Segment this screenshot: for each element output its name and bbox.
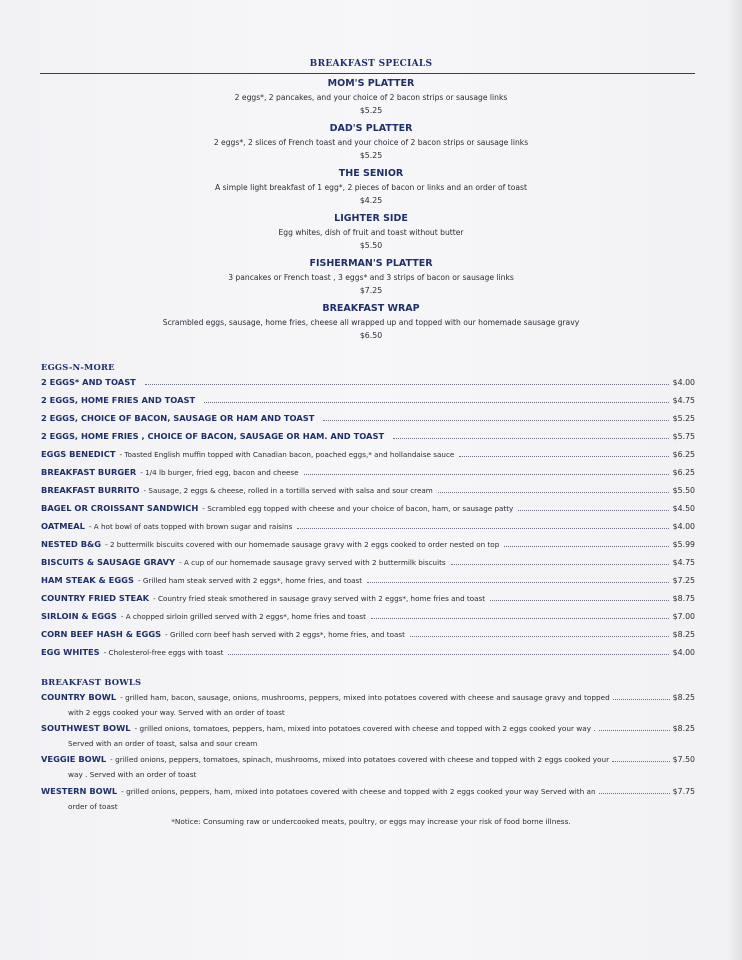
- item-name: 2 EGGS, CHOICE OF BACON, SAUSAGE OR HAM AND TOAST: [41, 413, 315, 423]
- bowl-desc: - grilled onions, peppers, tomatoes, spinach, mushrooms, mixed into potatoes covered with cheese and topped with 2 eggs cooked your: [110, 755, 610, 764]
- dot-leader: [367, 581, 669, 583]
- special-price: $7.25: [359, 286, 383, 295]
- special-name: THE SENIOR: [338, 168, 404, 179]
- menu-row: [41, 395, 695, 410]
- item-desc: - Toasted English muffin topped with Canadian bacon, poached eggs,* and hollandaise sauce: [119, 450, 455, 459]
- bowl-desc-cont: Served with an order of toast, salsa and sour cream: [68, 739, 258, 748]
- dot-leader: [304, 473, 669, 475]
- item-price: $4.50: [672, 504, 695, 513]
- bowl-desc-cont: way . Served with an order of toast: [68, 770, 197, 779]
- bowl-name: WESTERN BOWL: [41, 786, 118, 796]
- special-price: $5.25: [359, 106, 383, 115]
- special-item: [0, 212, 742, 252]
- special-price: $4.25: [359, 196, 383, 205]
- item-name: EGGS BENEDICT: [41, 449, 116, 459]
- special-item: [0, 167, 742, 207]
- item-desc: - 1/4 lb burger, fried egg, bacon and cheese: [140, 468, 299, 477]
- special-item: [0, 77, 742, 117]
- special-item: [0, 257, 742, 297]
- item-name: OATMEAL: [41, 521, 85, 531]
- special-desc: A simple light breakfast of 1 egg*, 2 pieces of bacon or links and an order of toast: [215, 183, 527, 192]
- item-price: $5.50: [672, 486, 695, 495]
- item-price: $8.75: [672, 594, 695, 603]
- menu-row: [41, 647, 695, 662]
- item-name: BAGEL OR CROISSANT SANDWICH: [41, 503, 199, 513]
- bowl-price: $7.75: [672, 787, 695, 796]
- item-desc: - A cup of our homemade sausage gravy served with 2 buttermilk biscuits: [179, 558, 446, 567]
- dot-leader: [451, 563, 669, 565]
- special-desc: 3 pancakes or French toast , 3 eggs* and 3 strips of bacon or sausage links: [228, 273, 514, 282]
- eggs-n-more-title: EGGS-N-MORE: [41, 362, 115, 372]
- item-name: EGG WHITES: [41, 647, 100, 657]
- item-price: $6.25: [672, 468, 695, 477]
- item-desc: - Cholesterol-free eggs with toast: [103, 648, 224, 657]
- menu-row: [41, 575, 695, 590]
- dot-leader: [490, 599, 669, 601]
- dot-leader: [204, 401, 669, 403]
- special-desc: Scrambled eggs, sausage, home fries, cheese all wrapped up and topped with our homemade sausage gravy: [162, 318, 580, 327]
- dot-leader: [599, 730, 670, 731]
- bowl-desc-cont: with 2 eggs cooked your way. Served with an order of toast: [68, 708, 285, 717]
- dot-leader: [371, 617, 669, 619]
- menu-row: [41, 449, 695, 464]
- special-price: $5.50: [359, 241, 383, 250]
- special-price: $6.50: [359, 331, 383, 340]
- item-price: $8.25: [672, 630, 695, 639]
- item-desc: - Grilled corn beef hash served with 2 eggs*, home fries, and toast: [165, 630, 405, 639]
- item-price: $4.00: [672, 522, 695, 531]
- bowl-item: [41, 754, 695, 781]
- special-item: [0, 122, 742, 162]
- bowl-price: $7.50: [672, 755, 695, 764]
- special-name: DAD'S PLATTER: [329, 123, 413, 134]
- bowl-price: $8.25: [672, 693, 695, 702]
- dot-leader: [297, 527, 668, 529]
- item-name: HAM STEAK & EGGS: [41, 575, 134, 585]
- special-desc: 2 eggs*, 2 pancakes, and your choice of 2 bacon strips or sausage links: [234, 93, 508, 102]
- breakfast-specials-title: BREAKFAST SPECIALS: [309, 59, 433, 69]
- menu-row: [41, 593, 695, 608]
- bowl-name: VEGGIE BOWL: [41, 754, 107, 764]
- bowl-desc: - grilled onions, peppers, ham, mixed into potatoes covered with cheese and topped with 2 eggs cooked your way Served with an: [121, 787, 596, 796]
- dot-leader: [518, 509, 668, 511]
- item-price: $4.75: [672, 396, 695, 405]
- item-desc: - A hot bowl of oats topped with brown sugar and raisins: [88, 522, 293, 531]
- special-name: FISHERMAN'S PLATTER: [309, 258, 433, 269]
- menu-row: [41, 611, 695, 626]
- item-name: 2 EGGS, HOME FRIES , CHOICE OF BACON, SAUSAGE OR HAM. AND TOAST: [41, 431, 385, 441]
- bowl-desc-cont: order of toast: [68, 802, 118, 811]
- menu-row: [41, 377, 695, 392]
- special-name: MOM'S PLATTER: [327, 78, 415, 89]
- special-name: LIGHTER SIDE: [334, 213, 408, 224]
- bowl-price: $8.25: [672, 724, 695, 733]
- item-price: $7.25: [672, 576, 695, 585]
- bowl-name: COUNTRY BOWL: [41, 692, 117, 702]
- item-name: NESTED B&G: [41, 539, 102, 549]
- item-price: $4.00: [672, 648, 695, 657]
- dot-leader: [599, 793, 670, 794]
- menu-row: [41, 539, 695, 554]
- item-price: $5.99: [672, 540, 695, 549]
- menu-row: [41, 503, 695, 518]
- special-desc: Egg whites, dish of fruit and toast without butter: [278, 228, 464, 237]
- item-name: BISCUITS & SAUSAGE GRAVY: [41, 557, 176, 567]
- item-desc: - A chopped sirloin grilled served with 2 eggs*, home fries and toast: [120, 612, 366, 621]
- bowl-desc: - grilled ham, bacon, sausage, onions, mushrooms, peppers, mixed into potatoes covered with cheese and sausage gravy and topped: [120, 693, 610, 702]
- dot-leader: [410, 635, 669, 637]
- bowl-item: [41, 786, 695, 813]
- dot-leader: [393, 437, 669, 439]
- item-price: $4.00: [672, 378, 695, 387]
- menu-row: [41, 413, 695, 428]
- item-name: BREAKFAST BURRITO: [41, 485, 140, 495]
- dot-leader: [612, 761, 670, 762]
- item-desc: - Country fried steak smothered in sausage gravy served with 2 eggs*, home fries and toast: [153, 594, 486, 603]
- item-desc: - Scrambled egg topped with cheese and your choice of bacon, ham, or sausage patty: [202, 504, 514, 513]
- special-name: BREAKFAST WRAP: [322, 303, 420, 314]
- item-price: $5.25: [672, 414, 695, 423]
- dot-leader: [613, 699, 670, 700]
- menu-row: [41, 467, 695, 482]
- menu-row: [41, 557, 695, 572]
- special-price: $5.25: [359, 151, 383, 160]
- menu-row: [41, 485, 695, 500]
- dot-leader: [459, 455, 668, 457]
- breakfast-bowls-title: BREAKFAST BOWLS: [41, 677, 142, 687]
- section-divider: [40, 73, 695, 74]
- menu-row: [41, 431, 695, 446]
- bowl-desc: - grilled onions, tomatoes, peppers, ham, mixed into potatoes covered with cheese and topped with 2 eggs cooked your way .: [134, 724, 596, 733]
- item-desc: - Grilled ham steak served with 2 eggs*, home fries, and toast: [137, 576, 363, 585]
- food-safety-notice: *Notice: Consuming raw or undercooked meats, poultry, or eggs may increase your risk of food borne illness.: [171, 817, 571, 826]
- special-desc: 2 eggs*, 2 slices of French toast and your choice of 2 bacon strips or sausage links: [213, 138, 529, 147]
- bowl-item: [41, 723, 695, 750]
- bowl-item: [41, 692, 695, 719]
- item-desc: - 2 buttermilk biscuits covered with our homemade sausage gravy with 2 eggs cooked to order nested on top: [105, 540, 500, 549]
- item-name: 2 EGGS* AND TOAST: [41, 377, 136, 387]
- menu-row: [41, 521, 695, 536]
- item-price: $5.75: [672, 432, 695, 441]
- item-name: CORN BEEF HASH & EGGS: [41, 629, 162, 639]
- item-price: $7.00: [672, 612, 695, 621]
- dot-leader: [228, 653, 668, 655]
- item-desc: - Sausage, 2 eggs & cheese, rolled in a tortilla served with salsa and sour cream: [143, 486, 433, 495]
- bowl-name: SOUTHWEST BOWL: [41, 723, 131, 733]
- dot-leader: [323, 419, 668, 421]
- item-name: BREAKFAST BURGER: [41, 467, 137, 477]
- item-name: COUNTRY FRIED STEAK: [41, 593, 150, 603]
- dot-leader: [504, 545, 668, 547]
- item-name: SIRLOIN & EGGS: [41, 611, 117, 621]
- special-item: [0, 302, 742, 342]
- dot-leader: [438, 491, 669, 493]
- item-price: $6.25: [672, 450, 695, 459]
- dot-leader: [145, 383, 669, 385]
- item-name: 2 EGGS, HOME FRIES AND TOAST: [41, 395, 196, 405]
- item-price: $4.75: [672, 558, 695, 567]
- menu-row: [41, 629, 695, 644]
